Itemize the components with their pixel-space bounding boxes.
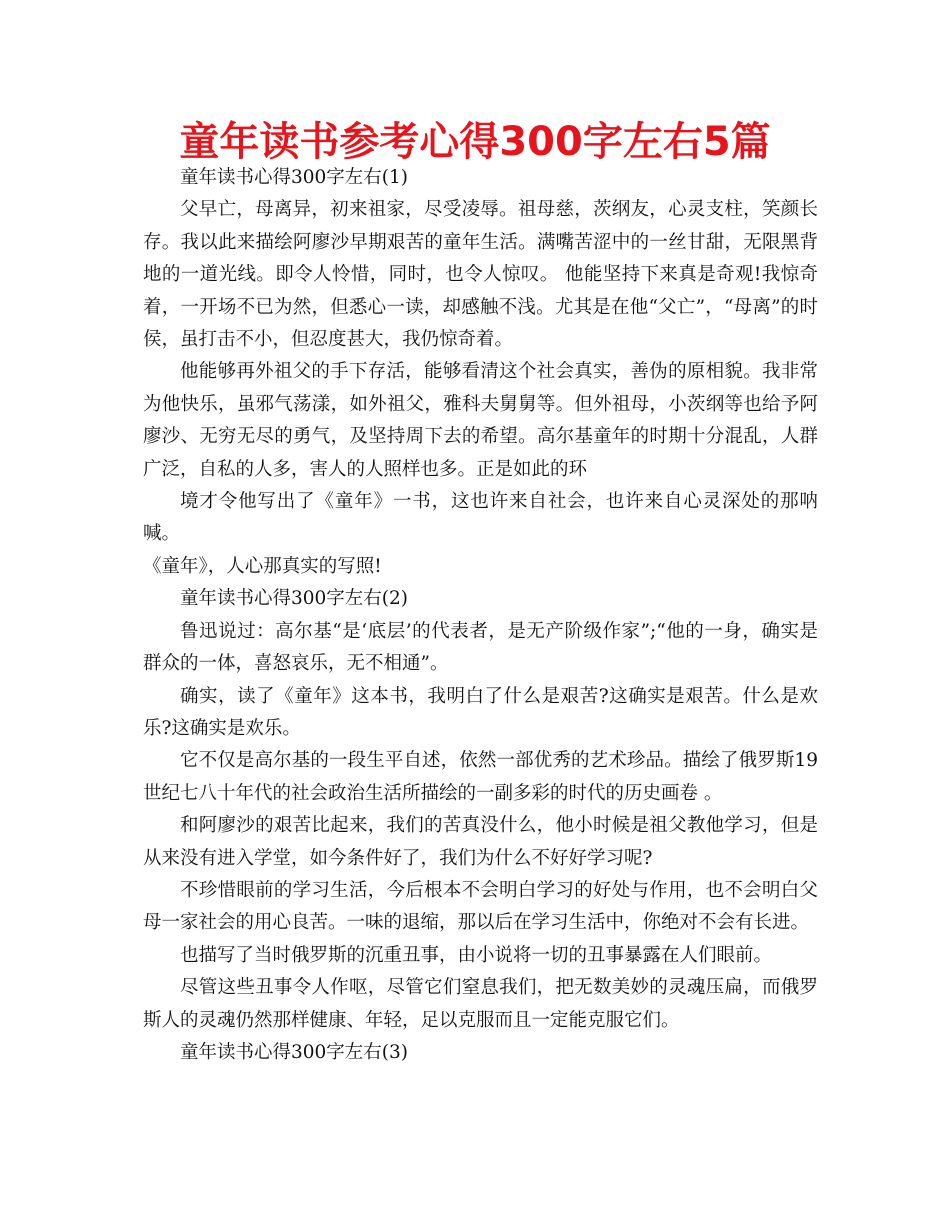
section-heading-1: 童年读书心得300字左右(1) <box>180 167 409 188</box>
paragraph: 鲁迅说过：高尔基“是‘底层’的代表者，是无产阶级作家”;“他的一身，确实是群众的一体，喜怒哀乐，无不相通”。 <box>143 620 818 675</box>
paragraph: 境才令他写出了《童年》一书，这也许来自社会，也许来自心灵深处的那呐喊。 <box>143 491 818 545</box>
page-title: 童年读书参考心得300字左右5篇 <box>179 119 771 165</box>
section-heading-3: 童年读书心得300字左右(3) <box>180 1041 409 1063</box>
section-heading-2: 童年读书心得300字左右(2) <box>180 588 409 610</box>
paragraph: 它不仅是高尔基的一段生平自述，依然一部优秀的艺术珍品。描绘了俄罗斯19世纪七八十年代的社会政治生活所描绘的一副多彩的时代的历史画卷 。 <box>143 750 818 804</box>
paragraph: 他能够再外祖父的手下存活，能够看清这个社会真实，善伪的原相貌。我非常为他快乐，虽邪气荡漾，如外祖父，雅科夫舅舅等。但外祖母，小茨纲等也给予阿廖沙、无穷无尽的勇气，及坚持周下去的希望。高尔基童年的时期十分混乱，人群广泛，自私的人多，害人的人照样也多。正是如此的环 <box>143 361 818 480</box>
paragraph: 和阿廖沙的艰苦比起来，我们的苦真没什么，他小时候是祖父教他学习，但是从来没有进入学堂，如今条件好了，我们为什么不好好学习呢? <box>143 815 818 869</box>
paragraph: 确实，读了《童年》这本书，我明白了什么是艰苦?这确实是艰苦。什么是欢乐?这确实是欢乐。 <box>143 685 818 739</box>
paragraph: 不珍惜眼前的学习生活，今后根本不会明白学习的好处与作用，也不会明白父母一家社会的用心良苦。一味的退缩，那以后在学习生活中，你绝对不会有长进。 <box>143 879 818 934</box>
paragraph: 尽管这些丑事令人作呕，尽管它们窒息我们，把无数美妙的灵魂压扁，而俄罗斯人的灵魂仍然那样健康、年轻，足以克服而且一定能克服它们。 <box>143 977 818 1031</box>
paragraph: 父早亡，母离异，初来祖家，尽受凌辱。祖母慈，茨纲友，心灵支柱，笑颜长存。我以此来描绘阿廖沙早期艰苦的童年生活。满嘴苦涩中的一丝甘甜，无限黑背地的一道光线。即令人怜惜，同时，也令人惊叹。 他能坚持下来真是奇观!我惊奇着，一开场不已为然，但悉心一读，却感触不浅。尤其是在他“父亡”，“母离”的时侯，虽打击不小，但忍度甚大，我仍惊奇着。 <box>143 199 818 351</box>
document-body <box>143 162 818 1069</box>
paragraph: 也描写了当时俄罗斯的沉重丑事，由小说将一切的丑事暴露在人们眼前。 <box>180 944 773 966</box>
paragraph: 《童年》，人心那真实的写照! <box>143 555 382 577</box>
